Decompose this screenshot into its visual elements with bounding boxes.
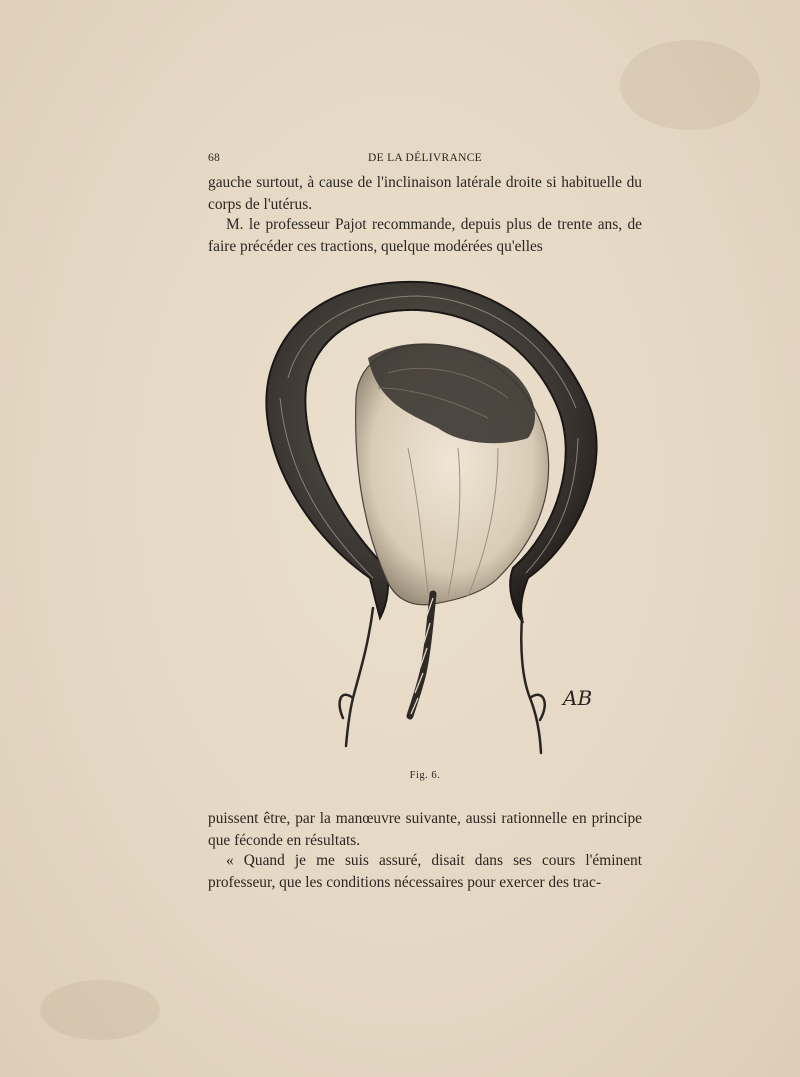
illustration-drawing [258,278,603,758]
right-ligament [521,618,544,753]
page-header [208,152,642,170]
paragraph: « Quand je me suis assuré, disait dans ses cours l'éminent professeur, que les conditions nécessaires pour exercer des trac- [208,852,642,891]
paragraph: M. le professeur Pajot recommande, depuis plus de trente ans, de faire précéder ces tractions, quelque modérées qu'elles [208,216,642,255]
paragraph: puissent être, par la manœuvre suivante, aussi rationnelle en principe que féconde en résultats. [208,810,642,849]
running-head: DE LA DÉLIVRANCE [367,152,483,164]
paper-stain [40,980,160,1040]
artist-monogram: AB [563,686,593,710]
paper-stain [620,40,760,130]
page-number: 68 [208,152,221,164]
illustration-uterus-placenta [258,278,603,758]
paragraph: gauche surtout, à cause de l'inclinaison latérale droite si habituelle du corps de l'utérus. [208,174,642,213]
umbilical-cord [410,594,433,716]
figure-caption: Fig. 6. [409,770,441,781]
left-ligament [340,608,373,746]
